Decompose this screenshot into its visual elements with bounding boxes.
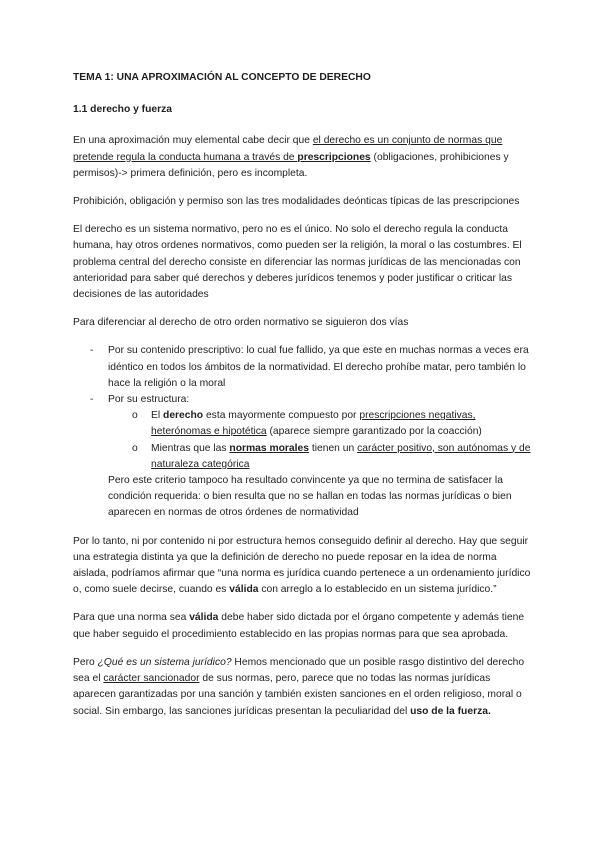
sublist-item-moral: o Mientras que las normas morales tienen un carácter positivo, son autónomas y de naturaleza categórica [108,441,534,473]
paragraph-validez: Por lo tanto, ni por contenido ni por estructura hemos conseguido definir al derecho. Hay que seguir una estrategia distinta ya que la definición de derecho no puede reposar en la idea de norma aislada, podríamos afirmar que “una norma es jurídica cuando pertenece a un ordenamiento jurídico o, como suele decirse, cuando es válida con arreglo a lo establecido en un sistema jurídico.” [73,535,531,596]
bold-term-prescripciones: prescripciones [297,151,371,163]
list-item: - Por su contenido prescriptivo: lo cual fue fallido, ya que este en muchas normas a veces era idéntico en todos los ámbitos de la normatividad. El derecho prohíbe matar, pero también lo hace la religión o la moral [73,343,534,392]
underlined-definition: el derecho es un conjunto de normas que pretende regula la conducta humana a través de [73,135,503,163]
paragraph-sistema-juridico: Pero ¿Qué es un sistema jurídico? Hemos mencionado que un posible rasgo distintivo del derecho sea el carácter sancionador de sus normas, pero, parece que no todas las normas jurídicas aparecen garantizadas por una sanción y también existen sanciones en el orden religioso, moral o social. Sin embargo, las sanciones jurídicas presentan la peculiaridad del uso de la fuerza. [73,656,525,717]
paragraph-modalidades: Prohibición, obligación y permiso son las tres modalidades deónticas típicas de las prescripciones [73,196,520,208]
paragraph-dos-vias: Para diferenciar al derecho de otro orden normativo se siguieron dos vías [73,317,409,329]
section-heading: 1.1 derecho y fuerza [73,104,173,116]
paragraph-sistema-normativo: El derecho es un sistema normativo, pero no es el único. No solo el derecho regula la conducta humana, hay otros ordenes normativos, como pueden ser la religión, la moral o las costumbres. El problema central del derecho consiste en diferenciar las normas jurídicas de las mencionadas con anterioridad para saber qué derechos y deberes jurídicos tenemos y poder justificar o criticar las decisiones de las autoridades [73,224,522,301]
paragraph-criterio: Pero este criterio tampoco ha resultado convincente ya que no termina de satisfacer la condición requerida: o bien resulta que no se hallan en todas las normas jurídicas o bien aparecen en normas de otros órdenes de normatividad [108,475,512,519]
list-item: - Por su estructura: o El derecho esta mayormente compuesto por prescripciones negativas, heterónomas e hipotética (aparece siempre garantizado por la coacción) o Mientras que las normas morales tienen un carácter positivo, son autónomas y de naturaleza categórica [73,392,534,473]
paragraph-norma-valida: Para que una norma sea válida debe haber sido dictada por el órgano competente y además tiene que haber seguido el procedimiento establecido en las propias normas para que sea aprobada. [73,612,525,640]
list-vias [73,343,534,473]
document-title: TEMA 1: UNA APROXIMACIÓN AL CONCEPTO DE DERECHO [73,72,371,83]
sublist [108,408,534,473]
paragraph-definition: En una aproximación muy elemental cabe decir que el derecho es un conjunto de normas que pretende regula la conducta humana a través de prescripciones (obligaciones, prohibiciones y permisos)-> primera definición, pero es incompleta. [73,135,509,179]
sublist-item-derecho: o El derecho esta mayormente compuesto por prescripciones negativas, heterónomas e hipotética (aparece siempre garantizado por la coacción) [108,408,534,440]
